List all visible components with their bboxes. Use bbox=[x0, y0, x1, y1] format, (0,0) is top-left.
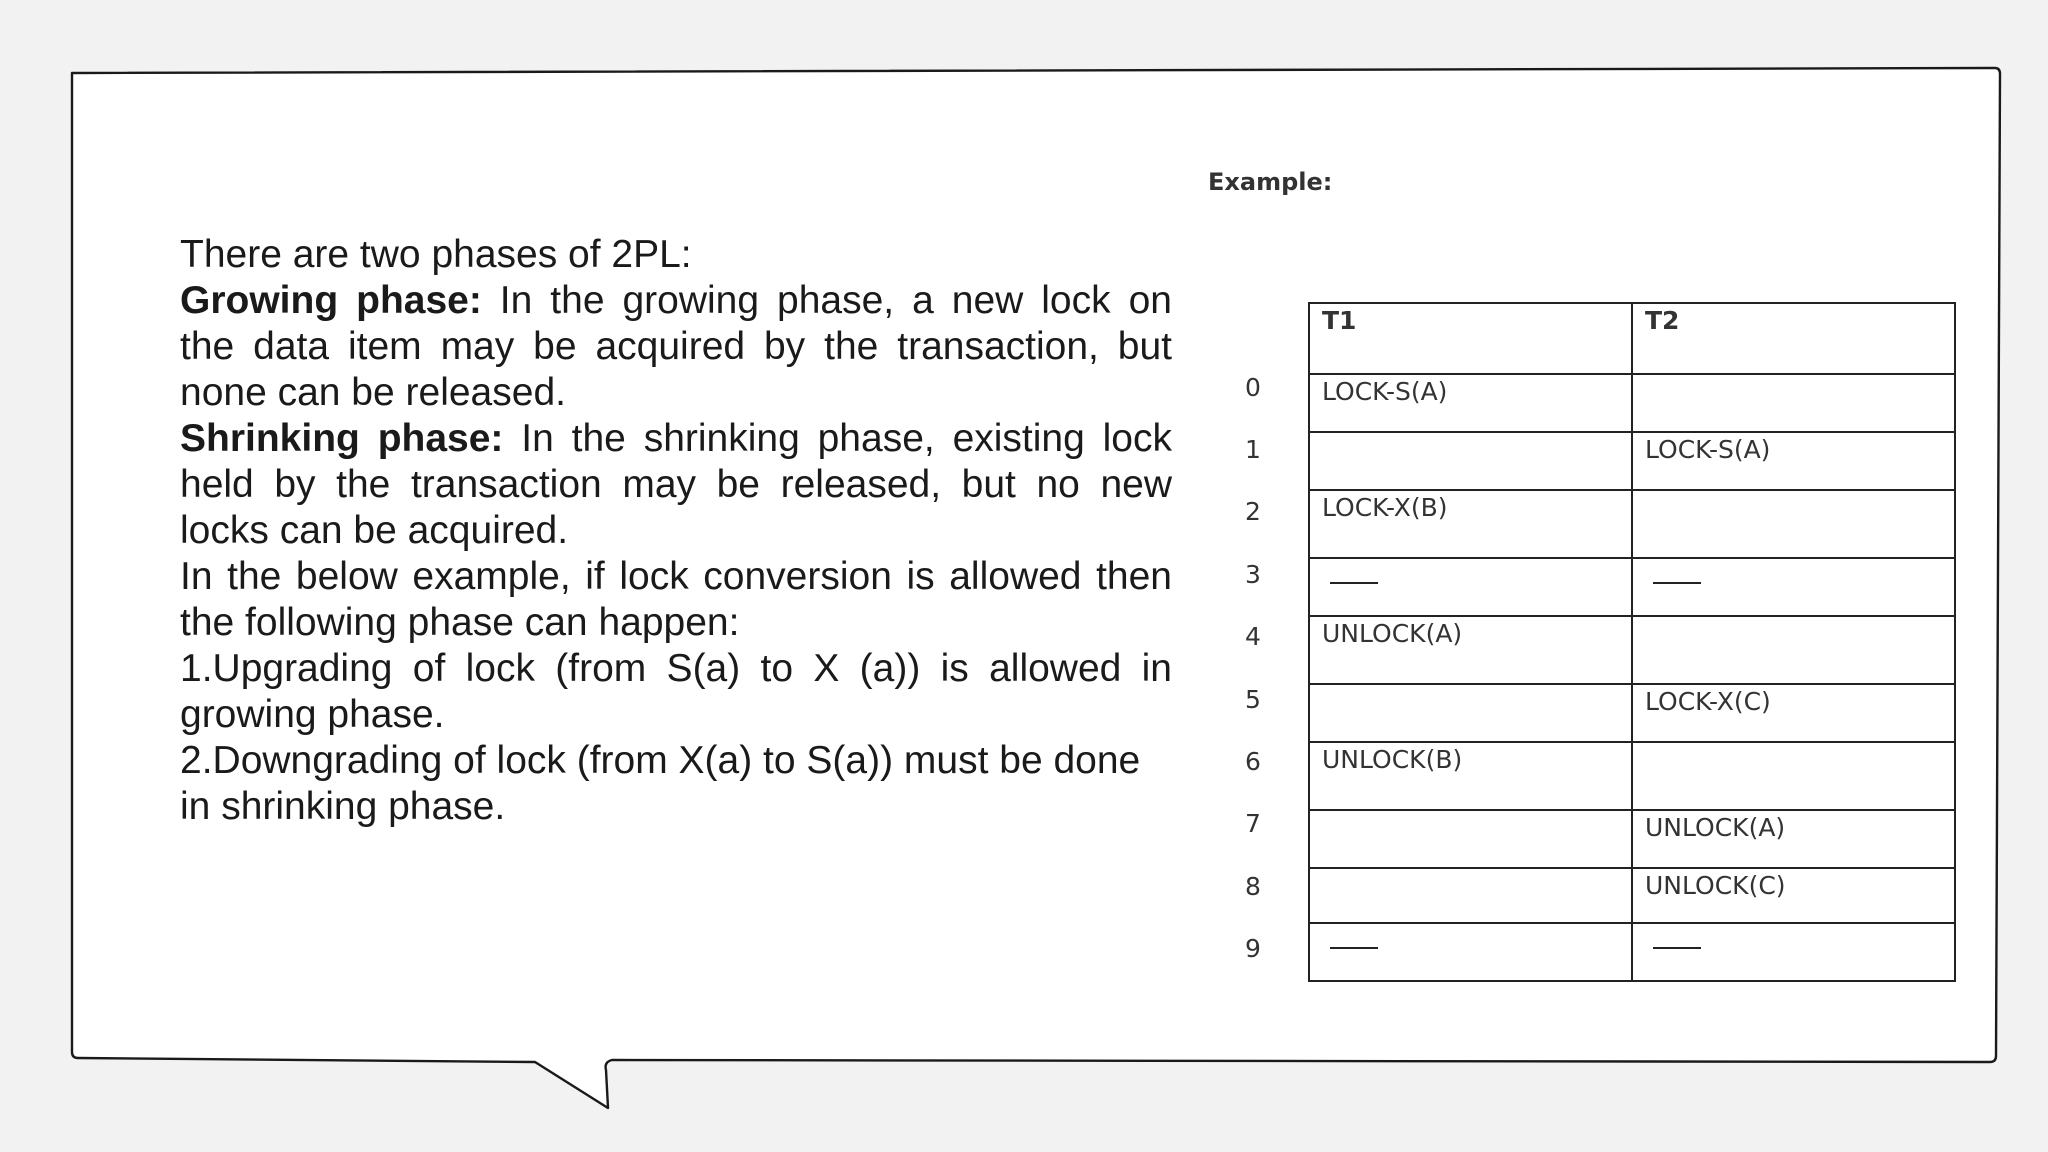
point-downgrading: 2.Downgrading of lock (from X(a) to S(a)) must be done in shrinking phase. bbox=[180, 739, 1141, 828]
table-header-row bbox=[1309, 303, 1955, 374]
row-number: 4 bbox=[1245, 622, 1261, 651]
table-row bbox=[1309, 684, 1955, 742]
row-number: 1 bbox=[1245, 435, 1261, 464]
table-row bbox=[1309, 432, 1955, 490]
t1-cell bbox=[1309, 810, 1632, 868]
shrinking-phase-text: In the shrinking phase, existing lock held by the transaction may be released, but no new locks can be acquired. bbox=[180, 417, 1173, 552]
growing-phase-text: In the growing phase, a new lock on the data item may be acquired by the transaction, but none can be released. bbox=[180, 279, 1172, 414]
table-row bbox=[1309, 490, 1955, 558]
t1-cell bbox=[1309, 923, 1632, 981]
lock-schedule-table bbox=[1308, 302, 1956, 982]
table-row bbox=[1309, 923, 1955, 981]
explanation-text bbox=[180, 232, 1172, 830]
example-intro: In the below example, if lock conversion is allowed then the following phase can happen: bbox=[180, 555, 1172, 644]
t1-cell bbox=[1309, 868, 1632, 923]
dash-mark bbox=[1330, 582, 1378, 584]
t1-cell: UNLOCK(A) bbox=[1309, 616, 1632, 684]
t2-cell bbox=[1632, 616, 1955, 684]
table-row bbox=[1309, 868, 1955, 923]
t2-cell bbox=[1632, 742, 1955, 810]
t1-cell: LOCK-X(B) bbox=[1309, 490, 1632, 558]
t2-cell bbox=[1632, 558, 1955, 616]
row-number: 0 bbox=[1245, 373, 1261, 402]
row-number: 5 bbox=[1245, 685, 1261, 714]
t2-cell bbox=[1632, 374, 1955, 432]
shrinking-phase-label: Shrinking phase: bbox=[180, 417, 504, 460]
row-number: 8 bbox=[1245, 872, 1261, 901]
dash-mark bbox=[1330, 947, 1378, 949]
row-number: 7 bbox=[1245, 809, 1261, 838]
header-t1: T1 bbox=[1309, 303, 1632, 374]
row-number: 9 bbox=[1245, 934, 1261, 963]
t1-cell bbox=[1309, 684, 1632, 742]
dash-mark bbox=[1653, 947, 1701, 949]
growing-phase-paragraph bbox=[180, 278, 1172, 416]
t1-cell: UNLOCK(B) bbox=[1309, 742, 1632, 810]
table-row bbox=[1309, 810, 1955, 868]
t2-cell: UNLOCK(A) bbox=[1632, 810, 1955, 868]
header-t2: T2 bbox=[1632, 303, 1955, 374]
growing-phase-label: Growing phase: bbox=[180, 279, 482, 322]
example-label: Example: bbox=[1208, 168, 1333, 196]
t2-cell bbox=[1632, 923, 1955, 981]
t1-cell bbox=[1309, 558, 1632, 616]
table-row bbox=[1309, 742, 1955, 810]
t2-cell: UNLOCK(C) bbox=[1632, 868, 1955, 923]
table-row bbox=[1309, 616, 1955, 684]
table-row bbox=[1309, 374, 1955, 432]
t2-cell: LOCK-X(C) bbox=[1632, 684, 1955, 742]
t1-cell bbox=[1309, 432, 1632, 490]
table-row bbox=[1309, 558, 1955, 616]
row-number: 6 bbox=[1245, 747, 1261, 776]
t1-cell: LOCK-S(A) bbox=[1309, 374, 1632, 432]
t2-cell bbox=[1632, 490, 1955, 558]
row-number: 3 bbox=[1245, 560, 1261, 589]
dash-mark bbox=[1653, 582, 1701, 584]
row-number: 2 bbox=[1245, 497, 1261, 526]
t2-cell: LOCK-S(A) bbox=[1632, 432, 1955, 490]
shrinking-phase-paragraph bbox=[180, 416, 1172, 554]
intro-line: There are two phases of 2PL: bbox=[180, 233, 692, 276]
point-upgrading: 1.Upgrading of lock (from S(a) to X (a)) is allowed in growing phase. bbox=[180, 647, 1172, 736]
